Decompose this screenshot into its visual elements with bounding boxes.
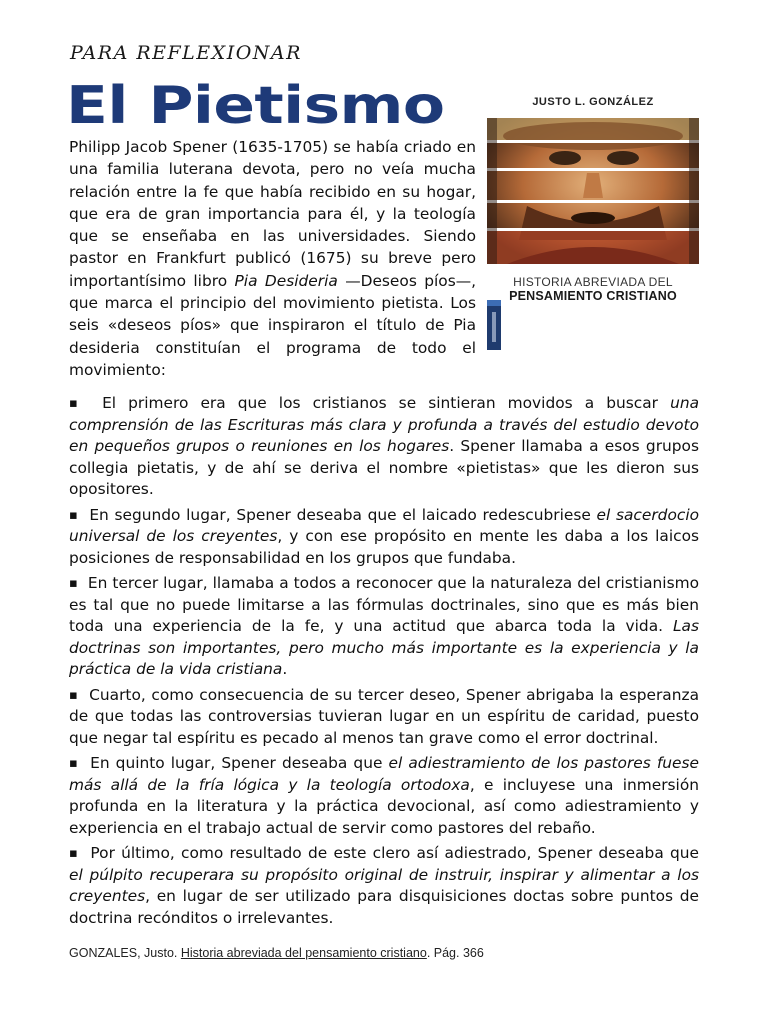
bullet-icon: ▪ [69,396,85,411]
christ-face-mosaic-icon [487,118,699,264]
page-title: El Pietismo [66,76,445,136]
publisher-spine-logo [487,300,501,350]
intro-paragraph [69,136,476,381]
list-item: ▪ Por último, como resultado de este clero así adiestrado, Spener deseaba que el púlpito recuperara su propósito original de instruir, inspirar y alimentar a los creyentes, en lugar de ser utilizado para disquisiciones doctas sobre puntos de doctrina recónditos o irrelevantes. [69,844,699,927]
list-item: ▪ Cuarto, como consecuencia de su tercer deseo, Spener abrigaba la esperanza de que todas las controversias tuvieran lugar en un espíritu de caridad, puesto que negar tal espíritu es pecado al menos tan grave como el error doctrinal. [69,685,700,747]
intro-text-end: —Deseos píos—, que marca el principio del movimiento pietista. Los seis «deseos píos» que inspiraron el título de Pia desideria constituían el programa de todo el movimiento: [69,271,476,379]
intro-text: Philipp Jacob Spener (1635-1705) se había criado en una familia luterana devota, pero no veía mucha relación entre la fe que había recibido en su hogar, que era de gran importancia para él, y la teología que se enseñaba en las universidades. Siendo pastor en Frankfurt publicó (1675) su breve pero importantísimo libro [69,138,476,290]
book-cover-image [487,88,699,310]
cover-author: JUSTO L. GONZÁLEZ [532,96,654,108]
bullet-icon: ▪ [69,756,80,771]
bullet-icon: ▪ [69,507,79,523]
list-item: ▪ El primero era que los cristianos se sintieran movidos a buscar una comprensión de las Escrituras más clara y profunda a través del estudio devoto en pequeños grupos o reuniones en los hogares. Spener llamaba a esos grupos collegia pietatis, y de ahí se deriva el nombre «pietistas» que les dieron sus opositores. [69,394,700,498]
bullet-icon: ▪ [69,576,78,591]
deseos-list [69,393,699,933]
list-item: ▪ En tercer lugar, llamaba a todos a reconocer que la naturaleza del cristianismo es tal que no puede limitarse a las fórmulas doctrinales, sino que es más bien toda una experiencia de la fe, y una actitud que abarca toda la vida. Las doctrinas son importantes, pero mucho más importante es la experiencia y la práctica de la vida cristiana. [69,574,699,678]
cover-title: PENSAMIENTO CRISTIANO [509,289,677,303]
cover-subtitle: HISTORIA ABREVIADA DEL [513,275,673,289]
book-title-italic: Pia Desideria [234,271,338,290]
list-item: ▪ En quinto lugar, Spener deseaba que el adiestramiento de los pastores fuese más allá de la fría lógica y la teología ortodoxa, e incluyese una inmersión profunda en la literatura y la práctica devocional, así como adiestramiento y experiencia en el trabajo actual de servir como pastores del rebaño. [69,754,700,837]
list-item: ▪ En segundo lugar, Spener deseaba que el laicado redescubriese el sacerdocio universal de los creyentes, y con ese propósito en mente les daba a los laicos posiciones de responsabilidad en los grupos que fundaba. [69,505,700,567]
bullet-icon: ▪ [69,687,79,703]
section-kicker: PARA REFLEXIONAR [70,42,302,64]
citation-reference: Historia abreviada del pensamiento cristiano [180,946,427,960]
citation-footer: GONZALES, Justo. Historia abreviada del pensamiento cristiano. Pág. 366 [69,946,484,960]
bullet-icon: ▪ [69,846,80,861]
